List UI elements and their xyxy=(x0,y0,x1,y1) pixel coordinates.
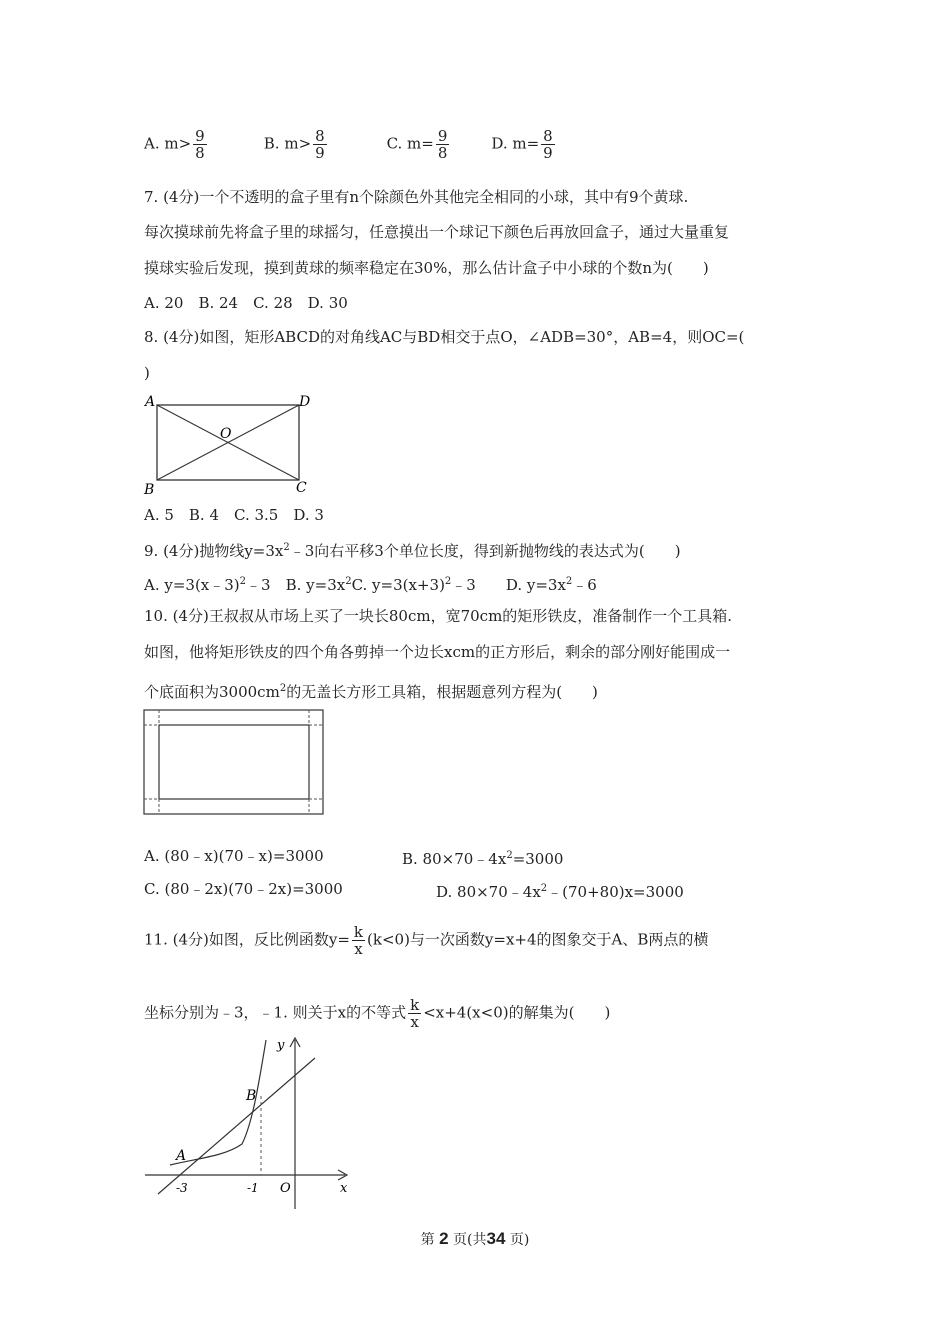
page-total: 34 xyxy=(486,1229,506,1248)
q8-line-2: ) xyxy=(144,364,150,382)
q7-line-3: 摸球实验后发现，摸到黄球的频率稳定在30%，那么估计盒子中小球的个数n为( ) xyxy=(144,259,709,277)
q6-options xyxy=(144,128,557,161)
q6-option-a: A. m> $\frac{9}{8}$ xyxy=(144,127,205,162)
q11-label-neg3: -3 xyxy=(176,1181,188,1195)
q8-options: A. 5 B. 4 C. 3.5 D. 3 xyxy=(144,506,324,524)
q10-line-2: 如图，他将矩形铁皮的四个角各剪掉一个边长xcm的正方形后，剩余的部分刚好能围成一 xyxy=(144,643,731,661)
q10-sheet-figure xyxy=(142,708,327,818)
q8-rectangle-figure xyxy=(140,390,320,500)
q8-label-a: A xyxy=(145,394,156,410)
q6-option-d: D. m= $\frac{8}{9}$ xyxy=(491,127,553,162)
q7-options: A. 20 B. 24 C. 28 D. 30 xyxy=(144,294,348,312)
q8-label-c: C xyxy=(296,480,307,496)
q11-label-neg1: -1 xyxy=(247,1181,259,1195)
q11-axis-x: x xyxy=(340,1181,348,1196)
q11-label-b: B xyxy=(246,1088,257,1104)
q10-option-b: B. $80\times 70﹣4x^2=3000$ xyxy=(402,850,564,868)
q10-option-c: C. (80﹣2x)(70﹣2x)=3000 xyxy=(144,880,343,898)
q6-option-b: B. m> $\frac{8}{9}$ xyxy=(263,127,325,162)
q8-label-o: O xyxy=(220,426,232,442)
q11-line-2: 坐标分别为﹣3，﹣1. 则关于x的不等式 $\frac{k}{x}$ <x+4(x<0)的解集为( ) xyxy=(144,996,611,1031)
q11-label-origin: O xyxy=(280,1181,291,1196)
page-footer: 第 2 页(共34 页) xyxy=(420,1229,530,1248)
q10-line-3: 个底面积为$3000cm^2$的无盖长方形工具箱，根据题意列方程为( ) xyxy=(144,683,598,701)
q10-option-a: A. (80﹣x)(70﹣x)=3000 xyxy=(144,847,324,865)
q9-question: 9. (4分)抛物线$y=3x^2﹣3$向右平移3个单位长度，得到新抛物线的表达式为( ) xyxy=(144,542,681,560)
q6-option-c: C. m= $\frac{9}{8}$ xyxy=(386,127,448,162)
q11-graph-figure xyxy=(140,1034,360,1214)
q11-axis-y: y xyxy=(277,1038,285,1053)
page-number: 2 xyxy=(439,1229,449,1248)
q8-label-b: B xyxy=(144,482,155,498)
q8-label-d: D xyxy=(299,394,311,410)
q9-options: A. y=3(x﹣3)$^2$﹣3 B. $y=3x^2C$. $y=3(x+3)^2﹣3$ D. $y=3x^2﹣6$ xyxy=(144,576,597,594)
q11-label-a: A xyxy=(176,1148,187,1164)
q7-line-1: 7. (4分)一个不透明的盒子里有n个除颜色外其他完全相同的小球，其中有9个黄球. xyxy=(144,188,689,206)
q11-line-1: 11. (4分)如图，反比例函数y= $\frac{k}{x}$ (k<0)与一次函数y=x+4的图象交于A、B两点的横 xyxy=(144,923,709,958)
q7-line-2: 每次摸球前先将盒子里的球摇匀，任意摸出一个球记下颜色后再放回盒子，通过大量重复 xyxy=(144,223,730,241)
q8-line-1: 8. (4分)如图，矩形ABCD的对角线AC与BD相交于点O，∠ADB=30°，AB=4，则OC=( xyxy=(144,328,745,346)
q10-line-1: 10. (4分)王叔叔从市场上买了一块长80cm，宽70cm的矩形铁皮，准备制作一个工具箱. xyxy=(144,607,733,625)
q10-option-d: D. $80\times 70﹣4x^2﹣(70+80)x=3000$ xyxy=(436,883,684,901)
